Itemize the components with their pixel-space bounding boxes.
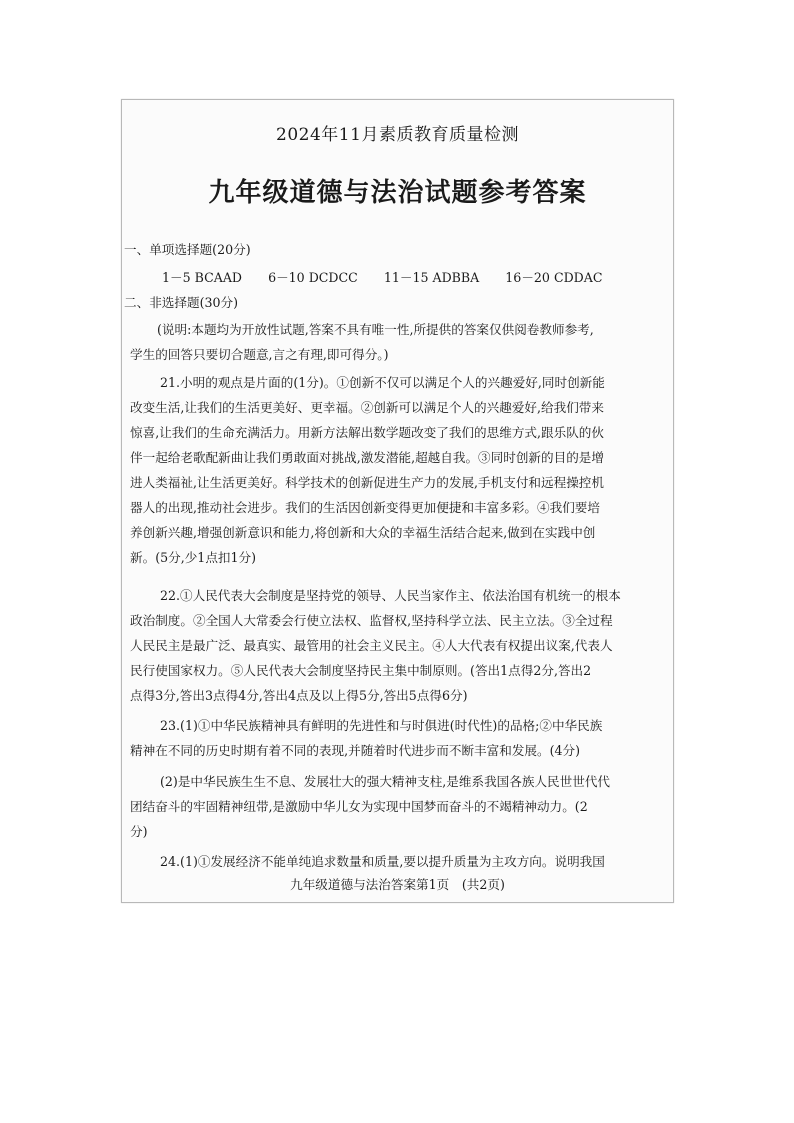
q23-line: 精神在不同的历史时期有着不同的表现,并随着时代进步而不断丰富和发展。(4分) xyxy=(130,743,581,758)
section2-heading: 二、非选择题(30分) xyxy=(124,295,239,310)
q24-line: 24.(1)①发展经济不能单纯追求数量和质量,要以提升质量为主攻方向。说明我国 xyxy=(160,854,605,869)
answer-sheet xyxy=(121,99,674,903)
answer-group: 6－10 DCDCC xyxy=(268,270,358,285)
page-footer: 九年级道德与法治答案第1页 (共2页) xyxy=(290,877,505,892)
q21-line: 新。(5分,少1点扣1分) xyxy=(130,550,257,565)
exam-title: 2024年11月素质教育质量检测 xyxy=(276,125,519,145)
q22-line: 人民民主是最广泛、最真实、最管用的社会主义民主。④人大代表有权提出议案,代表人 xyxy=(130,638,613,653)
q22-line: 民行使国家权力。⑤人民代表大会制度坚持民主集中制原则。(答出1点得2分,答出2 xyxy=(130,663,592,678)
answer-group: 11－15 ADBBA xyxy=(383,270,480,285)
answer-group: 16－20 CDDAC xyxy=(505,270,603,285)
q22-line: 政治制度。②全国人大常委会行使立法权、监督权,坚持科学立法、民主立法。③全过程 xyxy=(130,613,613,628)
answer-group: 1－5 BCAAD xyxy=(162,270,243,285)
q22-line: 点得3分,答出3点得4分,答出4点及以上得5分,答出5点得6分) xyxy=(130,688,468,703)
note-line: 学生的回答只要切合题意,言之有理,即可得分。) xyxy=(130,347,389,362)
q21-line: 伴一起给老歌配新曲让我们勇敢面对挑战,激发潜能,超越自我。③同时创新的目的是增 xyxy=(130,450,604,465)
q21-line: 21.小明的观点是片面的(1分)。①创新不仅可以满足个人的兴趣爱好,同时创新能 xyxy=(160,375,605,390)
q23-line: 分) xyxy=(130,824,148,839)
q23-line: (2)是中华民族生生不息、发展壮大的强大精神支柱,是维系我国各族人民世世代代 xyxy=(160,774,611,789)
section1-heading: 一、单项选择题(20分) xyxy=(124,242,251,257)
q22-line: 22.①人民代表大会制度是坚持党的领导、人民当家作主、依法治国有机统一的根本 xyxy=(160,588,621,603)
q21-line: 器人的出现,推动社会进步。我们的生活因创新变得更加便捷和丰富多彩。④我们要培 xyxy=(130,500,600,515)
q21-line: 养创新兴趣,增强创新意识和能力,将创新和大众的幸福生活结合起来,做到在实践中创 xyxy=(130,525,596,540)
choice-answers xyxy=(162,269,625,286)
q21-line: 进人类福祉,让生活更美好。科学技术的创新促进生产力的发展,手机支付和远程操控机 xyxy=(130,475,604,490)
q23-line: 团结奋斗的牢固精神纽带,是激励中华儿女为实现中国梦而奋斗的不竭精神动力。(2 xyxy=(130,799,588,814)
document-title: 九年级道德与法治试题参考答案 xyxy=(208,178,587,208)
q21-line: 惊喜,让我们的生命充满活力。用新方法解出数学题改变了我们的思维方式,跟乐队的伙 xyxy=(130,425,604,440)
q21-line: 改变生活,让我们的生活更美好、更幸福。②创新可以满足个人的兴趣爱好,给我们带来 xyxy=(130,400,604,415)
q23-line: 23.(1)①中华民族精神具有鲜明的先进性和与时俱进(时代性)的品格;②中华民族 xyxy=(160,718,603,733)
note-line: (说明:本题均为开放性试题,答案不具有唯一性,所提供的答案仅供阅卷教师参考, xyxy=(157,322,594,337)
